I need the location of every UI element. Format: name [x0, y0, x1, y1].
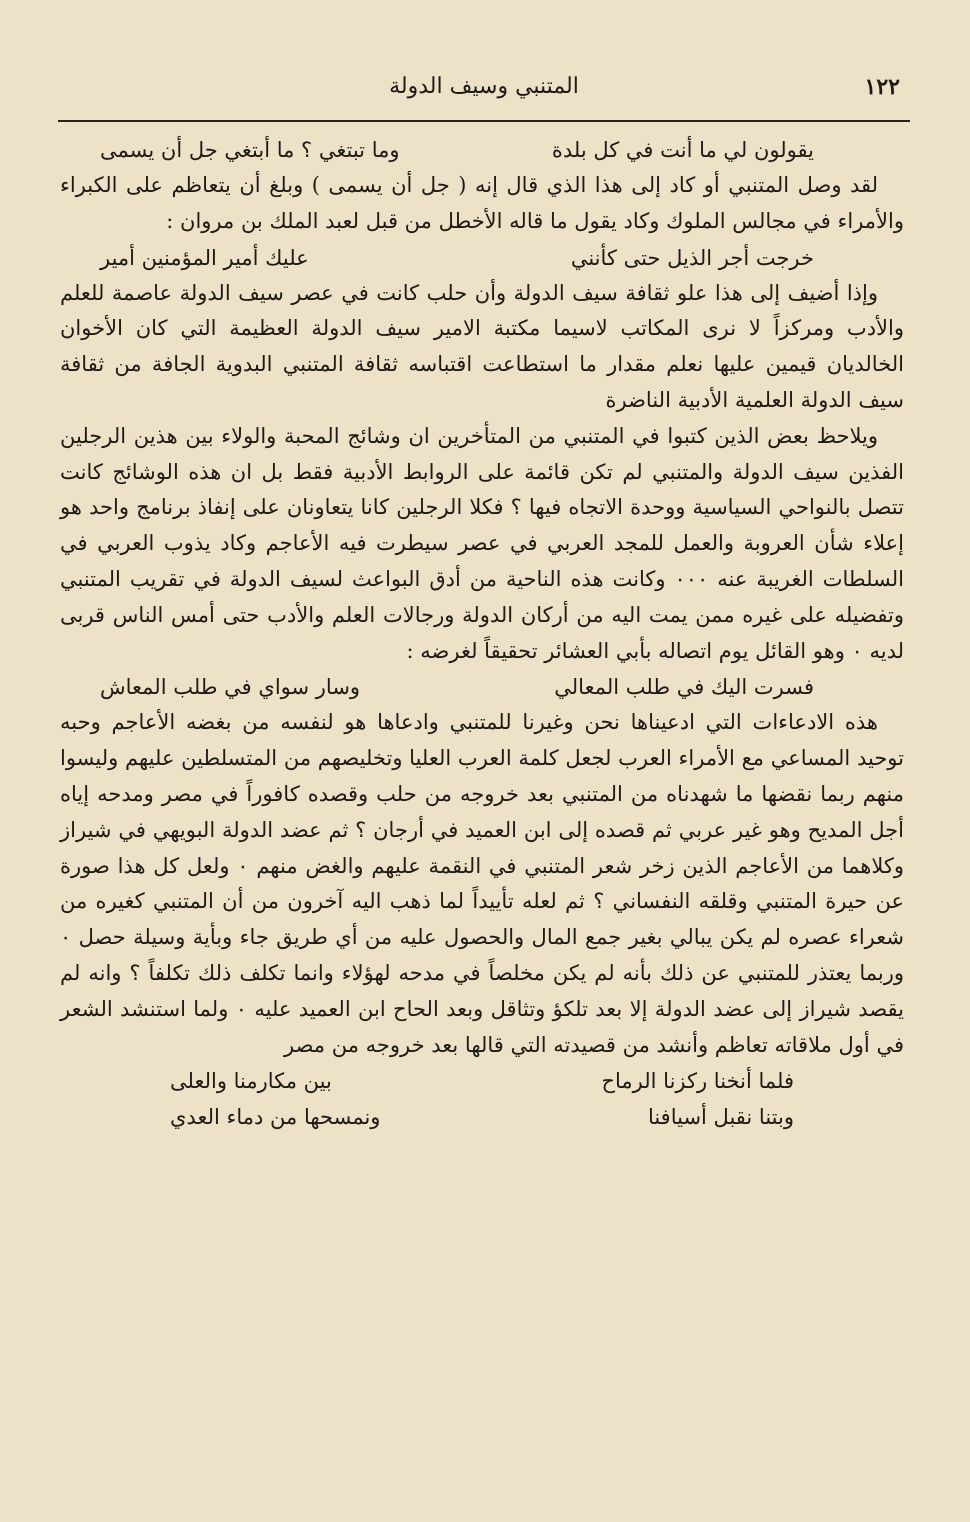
header-rule [58, 120, 910, 122]
paragraph: ويلاحظ بعض الذين كتبوا في المتنبي من المتأخرين ان وشائج المحبة والولاء بين هذين الرجلين الفذين سيف الدولة والمتنبي لم تكن قائمة على الروابط الأدبية فقط بل ان هذه الوشائج كانت تتصل بالنواحي السياسية ووحدة الاتجاه فيها ؟ فكلا الرجلين كانا يتعاونان على إنفاذ برنامج واحد هو إعلاء شأن العروبة والعمل للمجد العربي في عصر سيطرت فيه الأعاجم وكاد يذوب العربي في السلطات الغريبة عنه ٠٠٠ وكانت هذه الناحية من أدق البواعث لسيف الدولة في تقريب المتنبي وتفضيله على غيره ممن يمت اليه من أركان الدولة ورجالات العلم والأدب حتى أمس الناس قربى لديه ٠ وهو القائل يوم اتصاله بأبي العشائر تحقيقاً لغرضه : [60, 423, 905, 663]
verse-line [100, 240, 814, 276]
paragraph: هذه الادعاءات التي ادعيناها نحن وغيرنا للمتنبي وادعاها هو لنفسه من بغضه الأعاجم وحبه توحيد المساعي مع الأمراء العرب لجعل كلمة العرب العليا وتخليصهم من المتسلطين عليهم وليسوا منهم ربما نقضها ما شهدناه من المتنبي بعد خروجه من حلب وقصده كافوراً في مصر ومدحه إياه أجل المديح وهو غير عربي ثم قصده إلى ابن العميد في أرجان ؟ ثم عضد الدولة البويهي في شيراز وكلاهما من الأعاجم الذين زخر شعر المتنبي في النقمة عليهم والغض منهم ٠ ولعل كل هذا صورة عن حيرة المتنبي وقلقه النفساني ؟ ثم لعله تأييداً لما ذهب اليه آخرون من أن المتنبي كغيره من شعراء عصره لم يكن يبالي بغير جمع المال والحصول عليه من أي طريق جاء وبأية وسيلة حصل ٠ وربما يعتذر للمتنبي عن ذلك بأنه لم يكن مخلصاً في مدحه لهؤلاء وانما تكلف ذلك تكلفاً ؟ وانه لم يقصد شيراز إلى عضد الدولة إلا بعد تلكؤ وتثاقل وبعد الحاح ابن العميد عليه ٠ ولما استنشد الشعر في أول ملاقاته تعاظم وأنشد من قصيدته التي قالها بعد خروجه من مصر [60, 710, 904, 1057]
page-body [60, 132, 904, 1135]
verse-second-hemistich: بين مكارمنا والعلى [170, 1069, 332, 1094]
verse-second-hemistich: وسار سواي في طلب المعاش [100, 675, 361, 700]
verse-first-hemistich: فسرت اليك في طلب المعالي [554, 675, 814, 700]
paragraph: لقد وصل المتنبي أو كاد إلى هذا الذي قال إنه ( جل أن يسمى ) وبلغ أن يتعاظم على الكبراء والأمراء في مجالس الملوك وكاد يقول ما قاله الأخطل من قبل لعبد الملك بن مروان : [60, 173, 904, 233]
verse-first-hemistich: فلما أنخنا ركزنا الرماح [601, 1069, 794, 1094]
verse-line [100, 132, 814, 168]
page-header [58, 60, 910, 120]
paragraph: وإذا أضيف إلى هذا علو ثقافة سيف الدولة وأن حلب كانت في عصر سيف الدولة عاصمة للعلم والأدب ومركزاً لا نرى المكاتب لاسيما مكتبة الامير سيف الدولة العظيمة التي كان الأخوان الخالديان قيمين عليها نعلم مقدار ما استطاعت اقتباسه ثقافة المتنبي البدوية الجافة من ثقافة سيف الدولة العلمية الأدبية الناضرة [60, 280, 904, 412]
verse-line [170, 1099, 794, 1135]
verse-second-hemistich: وما تبتغي ؟ ما أبتغي جل أن يسمى [100, 138, 400, 162]
verse-first-hemistich: وبتنا نقبل أسيافنا [647, 1105, 794, 1130]
verse-line [100, 669, 814, 705]
running-title: المتنبي وسيف الدولة [389, 74, 579, 99]
page-number: ١٢٢ [864, 74, 900, 100]
verse-second-hemistich: عليك أمير المؤمنين أمير [100, 245, 309, 270]
verse-first-hemistich: خرجت أجر الذيل حتى كأنني [570, 245, 814, 270]
verse-first-hemistich: يقولون لي ما أنت في كل بلدة [551, 138, 814, 162]
verse-second-hemistich: ونمسحها من دماء العدي [170, 1105, 381, 1130]
verse-line [170, 1063, 794, 1099]
